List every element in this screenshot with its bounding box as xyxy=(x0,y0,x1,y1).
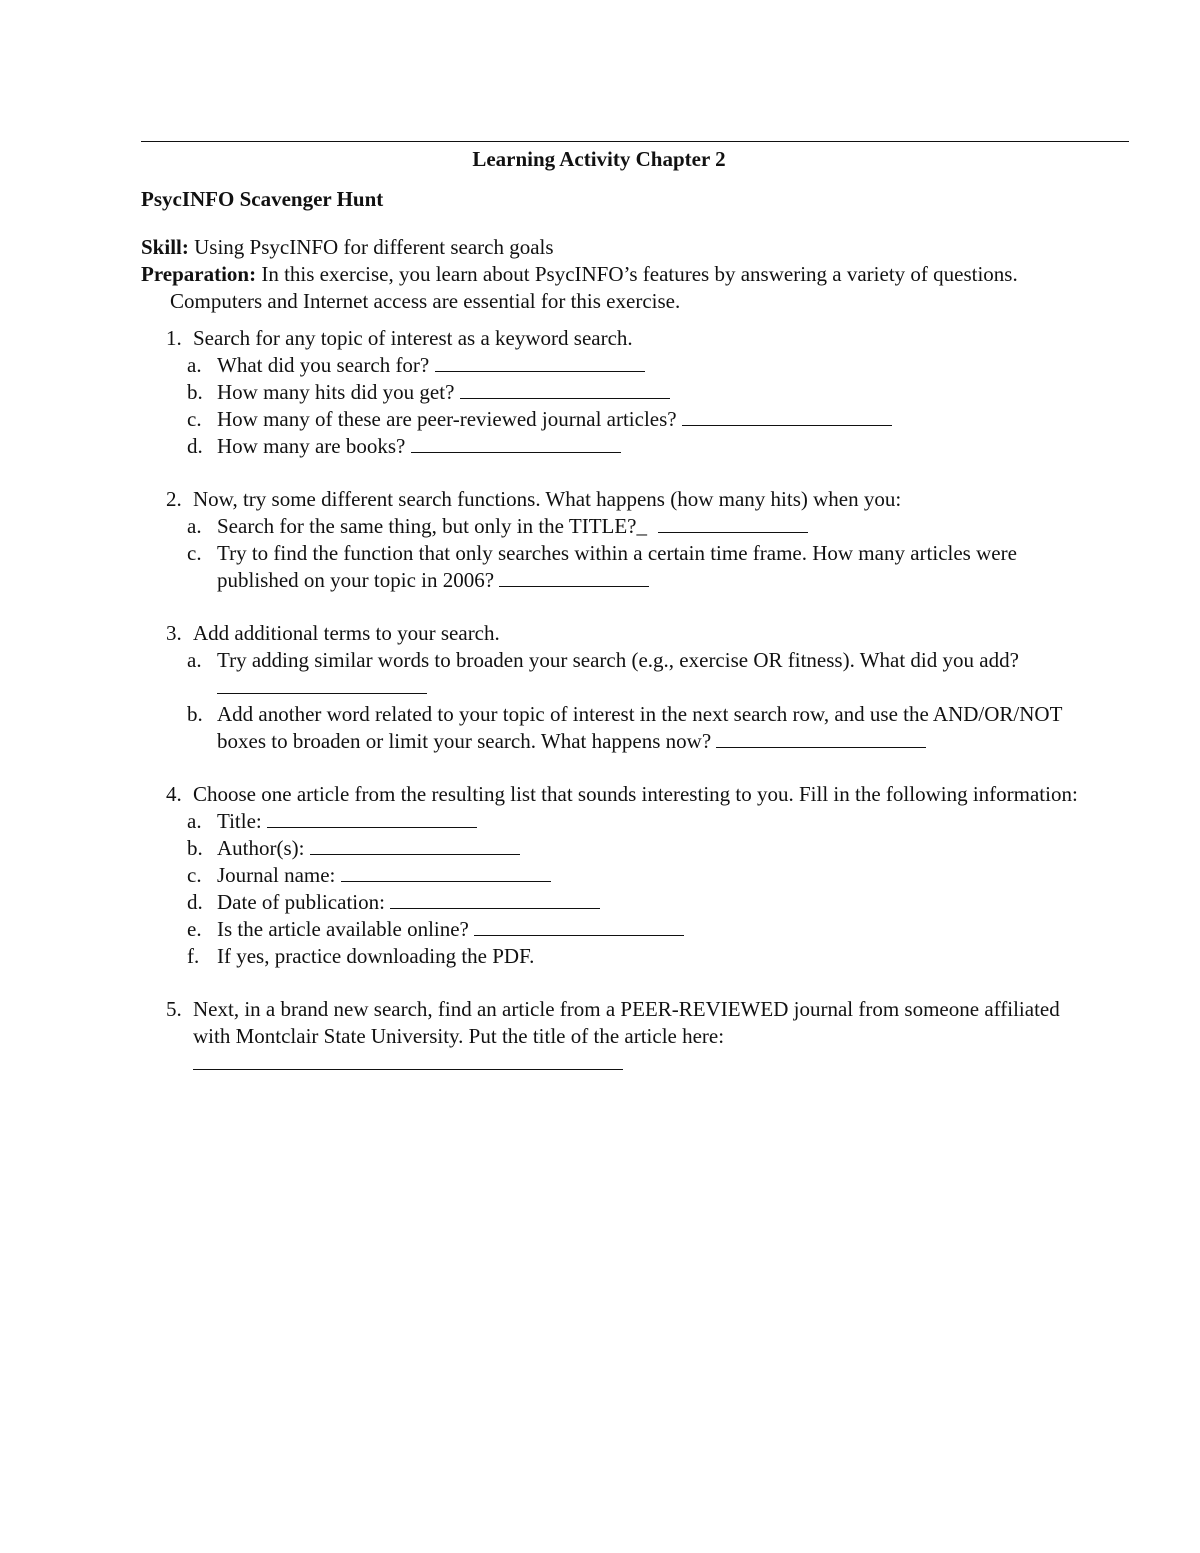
sub-question-text: Journal name: xyxy=(217,863,336,887)
sub-question xyxy=(141,379,1101,406)
sub-question-letter: a. xyxy=(187,809,202,833)
question-prompt xyxy=(141,486,1101,513)
sub-question-text: Is the article available online? xyxy=(217,917,469,941)
sub-question xyxy=(141,916,1101,943)
answer-blank[interactable] xyxy=(474,917,684,936)
sub-question-letter: b. xyxy=(187,702,203,726)
sub-question-letter: e. xyxy=(187,917,202,941)
question-number: 5. xyxy=(166,997,182,1021)
question-2 xyxy=(141,486,1101,594)
sub-question-letter: c. xyxy=(187,863,202,887)
question-text: Add additional terms to your search. xyxy=(193,621,500,645)
answer-blank[interactable] xyxy=(682,407,892,426)
sub-question-text: What did you search for? xyxy=(217,353,430,377)
sub-question-list xyxy=(141,808,1101,970)
answer-blank[interactable] xyxy=(499,568,649,587)
sub-question-letter: d. xyxy=(187,890,203,914)
preparation-label: Preparation: xyxy=(141,262,257,286)
skill-text: Using PsycINFO for different search goals xyxy=(194,235,554,259)
sub-question-list xyxy=(141,513,1101,594)
answer-blank[interactable] xyxy=(460,380,670,399)
answer-blank[interactable] xyxy=(716,729,926,748)
answer-blank[interactable] xyxy=(341,863,551,882)
sub-question-letter: b. xyxy=(187,380,203,404)
sub-question-letter: c. xyxy=(187,541,202,565)
question-number: 4. xyxy=(166,782,182,806)
sub-question xyxy=(141,835,1101,862)
answer-blank[interactable] xyxy=(310,836,520,855)
question-text: Now, try some different search functions. What happens (how many hits) when you: xyxy=(193,487,902,511)
sub-question-letter: a. xyxy=(187,648,202,672)
sub-question-text: Add another word related to your topic of interest in the next search row, and use the AND/OR/NOT boxes to broaden or limit your search. What happens now? xyxy=(217,702,1063,753)
sub-question-letter: d. xyxy=(187,434,203,458)
question-text: Next, in a brand new search, find an article from a PEER-REVIEWED journal from someone affiliated with Montclair State University. Put the title of the article here: xyxy=(193,997,1060,1048)
sub-question xyxy=(141,701,1101,755)
skill-line xyxy=(141,234,1101,261)
sub-question xyxy=(141,647,1101,701)
sub-question-letter: c. xyxy=(187,407,202,431)
question-4 xyxy=(141,781,1101,970)
answer-blank[interactable] xyxy=(217,675,427,694)
sub-question xyxy=(141,889,1101,916)
sub-question xyxy=(141,513,1101,540)
sub-question xyxy=(141,943,1101,970)
question-3 xyxy=(141,620,1101,755)
preparation-line xyxy=(141,261,1101,315)
question-text: Search for any topic of interest as a keyword search. xyxy=(193,326,633,350)
sub-question-text: Search for the same thing, but only in the TITLE?_ xyxy=(217,514,647,538)
preparation-text: In this exercise, you learn about PsycINFO’s features by answering a variety of questions. Computers and Internet access are essential for this exercise. xyxy=(170,262,1018,313)
question-prompt xyxy=(141,620,1101,647)
sub-question-letter: a. xyxy=(187,514,202,538)
page-title: Learning Activity Chapter 2 xyxy=(472,147,726,171)
answer-blank[interactable] xyxy=(267,809,477,828)
question-prompt xyxy=(141,325,1101,352)
sub-question xyxy=(141,808,1101,835)
answer-blank[interactable] xyxy=(390,890,600,909)
answer-blank[interactable] xyxy=(193,1051,623,1070)
question-prompt xyxy=(141,781,1101,808)
sub-question xyxy=(141,352,1101,379)
sub-question-text: Title: xyxy=(217,809,262,833)
question-list xyxy=(141,325,1101,1077)
question-number: 2. xyxy=(166,487,182,511)
document-body xyxy=(141,143,1101,1103)
skill-label: Skill: xyxy=(141,235,189,259)
sub-question-letter: f. xyxy=(187,944,200,968)
question-text: Choose one article from the resulting list that sounds interesting to you. Fill in the following information: xyxy=(193,782,1078,806)
sub-question-list xyxy=(141,352,1101,460)
sub-question xyxy=(141,406,1101,433)
sub-question-letter: b. xyxy=(187,836,203,860)
question-number: 3. xyxy=(166,621,182,645)
sub-question-text: How many are books? xyxy=(217,434,406,458)
question-prompt xyxy=(141,996,1101,1077)
sub-question xyxy=(141,433,1101,460)
question-1 xyxy=(141,325,1101,460)
top-rule xyxy=(141,141,1129,142)
sub-question-list xyxy=(141,647,1101,755)
sub-question-text: If yes, practice downloading the PDF. xyxy=(217,944,535,968)
answer-blank[interactable] xyxy=(435,353,645,372)
sub-question-text: Try to find the function that only searches within a certain time frame. How many articles were published on your topic in 2006? xyxy=(217,541,1017,592)
answer-blank[interactable] xyxy=(411,434,621,453)
sub-question-text: Date of publication: xyxy=(217,890,385,914)
sub-question-letter: a. xyxy=(187,353,202,377)
sub-question-text: How many of these are peer-reviewed journal articles? xyxy=(217,407,677,431)
sub-question xyxy=(141,540,1101,594)
answer-blank[interactable] xyxy=(658,514,808,533)
page-subtitle: PsycINFO Scavenger Hunt xyxy=(141,187,384,211)
sub-question-text: Author(s): xyxy=(217,836,305,860)
question-number: 1. xyxy=(166,326,182,350)
sub-question-text: Try adding similar words to broaden your search (e.g., exercise OR fitness). What did you add? xyxy=(217,648,1019,672)
sub-question-text: How many hits did you get? xyxy=(217,380,455,404)
question-5 xyxy=(141,996,1101,1077)
sub-question xyxy=(141,862,1101,889)
